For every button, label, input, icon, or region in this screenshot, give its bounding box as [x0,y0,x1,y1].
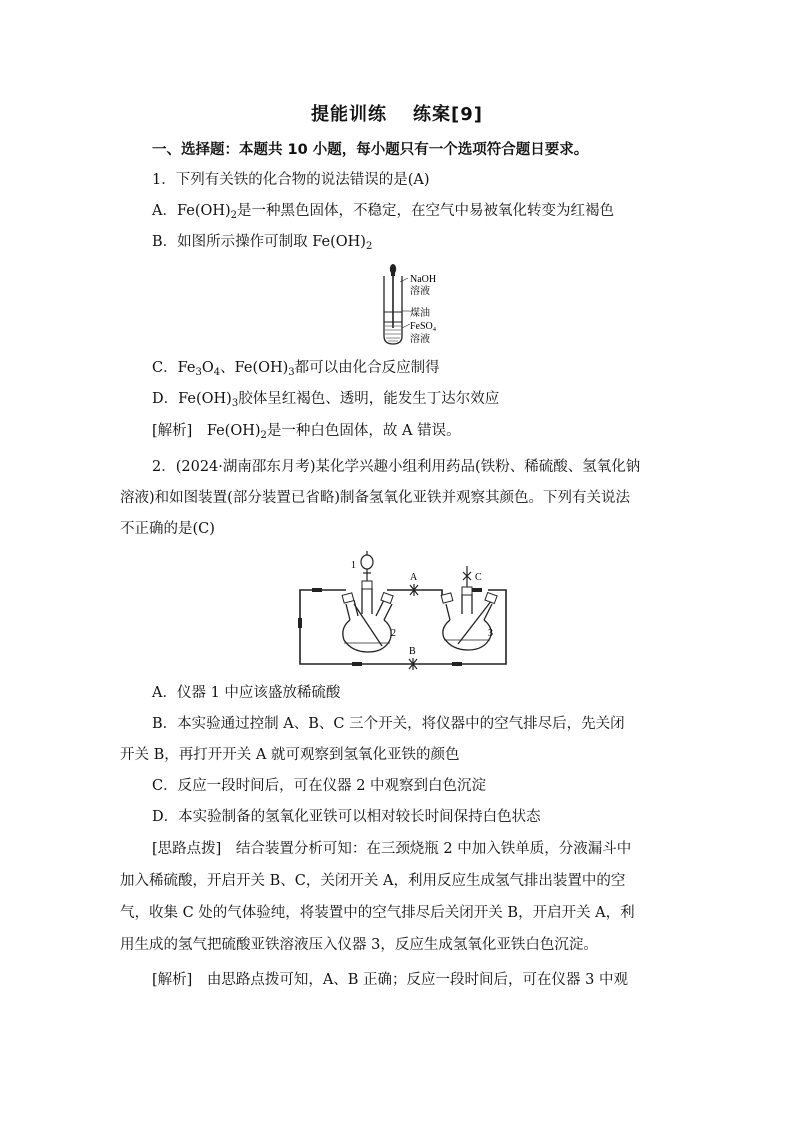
separatory-funnel-icon [361,551,373,581]
q1-analysis: [解析] $Fe(OH)_2$是一种白色固体，故 A 错误。 [152,423,461,441]
q2-analysis-line-1: [解析] 由思路点拨可知，A、B 正确；反应一段时间后，可在仪器 3 中观 [152,972,628,988]
apparatus-figure [292,548,514,670]
connecting-tube [300,590,506,664]
label-solution-1: 溶液 [410,286,430,297]
flask-3-icon [443,594,492,650]
q2-stem-line-2: 溶液)和如图装置(部分装置已省略)制备氢氧化亚铁并观察其颜色。下列有关说法 [120,490,630,506]
q2-hint-line-2: 加入稀硫酸，开启开关 B、C，关闭开关 A，利用反应生成氢气排出装置中的空 [120,873,626,889]
label-valve-c: C [475,572,482,583]
q2-option-a: A．仪器 1 中应该盛放稀硫酸 [152,685,341,701]
q2-stem-line-1: 2．(2024·湖南邵东月考)某化学兴趣小组利用药品(铁粉、稀硫酸、氢氧化钠 [152,459,641,475]
q2-stem-line-3: 不正确的是(C) [120,521,215,537]
test-tube-figure [370,262,460,348]
dropper-bulb-icon [390,264,396,274]
label-instrument-3: 3 [488,628,493,639]
q2-option-b-line-1: B．本实验通过控制 A、B、C 三个开关，将仪器中的空气排尽后，先关闭 [152,716,625,732]
title-main: 提能训练 [311,104,387,125]
valve-c-icon [463,566,471,587]
label-feso4: FeSO$_4$ [410,321,437,333]
page-title [0,100,794,126]
q2-option-d: D．本实验制备的氢氧化亚铁可以相对较长时间保持白色状态 [152,809,541,825]
label-kerosene: 煤油 [410,308,430,319]
q2-hint-line-1: [思路点拨] 结合装置分析可知：在三颈烧瓶 2 中加入铁单质，分液漏斗中 [152,841,632,857]
title-sub: 练案[9] [413,104,483,125]
q1-stem: 1．下列有关铁的化合物的说法错误的是(A) [152,172,430,188]
q1-option-b: B．如图所示操作可制取 $Fe(OH)_2$ [152,234,373,252]
q1-option-d: D．$Fe(OH)_3$胶体呈红褐色、透明，能发生丁达尔效应 [152,391,500,409]
q2-option-b-line-2: 开关 B，再打开开关 A 就可观察到氢氧化亚铁的颜色 [120,747,460,763]
q2-option-c: C．反应一段时间后，可在仪器 2 中观察到白色沉淀 [152,778,487,794]
label-valve-b: B [409,646,416,657]
label-naoh: NaOH [410,274,437,285]
q2-hint-line-3: 气，收集 C 处的气体验纯，将装置中的空气排尽后关闭开关 B，开启开关 A，利 [120,905,635,921]
q2-hint-line-4: 用生成的氢气把硫酸亚铁溶液压入仪器 3，反应生成氢氧化亚铁白色沉淀。 [120,937,598,953]
q1-option-c: C．$Fe_3O_4$、$Fe(OH)_3$都可以由化合反应制得 [152,360,440,378]
label-instrument-1: 1 [351,560,356,571]
q1-option-a: A．$Fe(OH)_2$是一种黑色固体，不稳定，在空气中易被氧化转变为红褐色 [152,203,615,221]
section-heading: 一、选择题：本题共 10 小题，每小题只有一个选项符合题日要求。 [152,142,589,158]
label-instrument-2: 2 [391,628,396,639]
label-valve-a: A [410,572,418,583]
label-solution-2: 溶液 [410,334,430,345]
